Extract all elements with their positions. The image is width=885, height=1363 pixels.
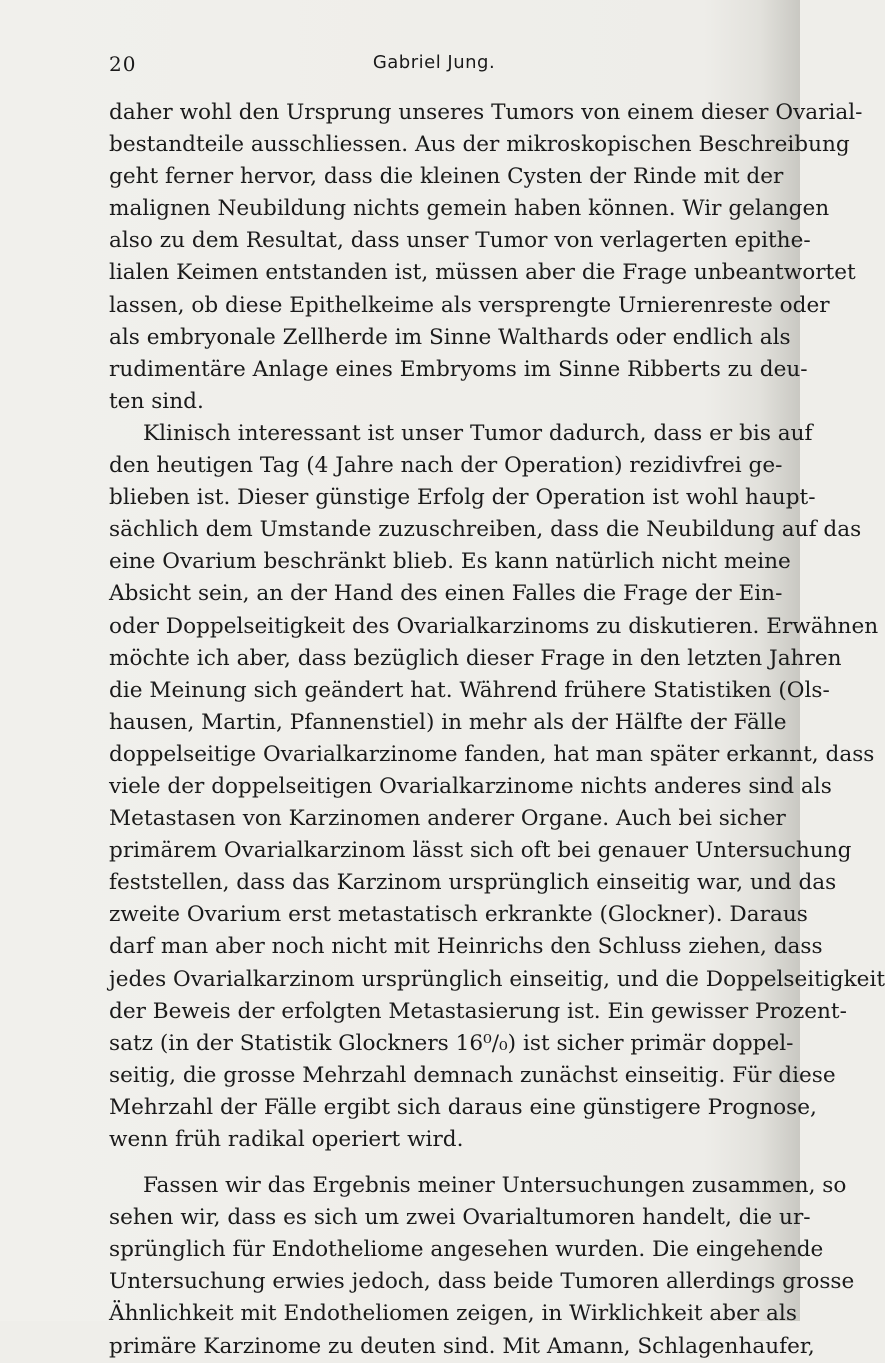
text-line: ten sind. [109, 388, 204, 414]
text-line: eine Ovarium beschränkt blieb. Es kann natürlich nicht meine [109, 549, 791, 575]
paragraph-spacer [109, 1156, 759, 1170]
paragraph-1 [109, 97, 863, 418]
body-text [109, 97, 885, 1363]
text-line: möchte ich aber, dass bezüglich dieser Frage in den letzten Jahren [109, 645, 842, 671]
text-line: Absicht sein, an der Hand des einen Falles die Frage der Ein- [109, 581, 783, 607]
text-line: Ähnlichkeit mit Endotheliomen zeigen, in Wirklichkeit aber als [109, 1301, 797, 1327]
text-line: den heutigen Tag (4 Jahre nach der Operation) rezidivfrei ge- [109, 453, 783, 479]
text-line: Mehrzahl der Fälle ergibt sich daraus eine günstigere Prognose, [109, 1094, 817, 1120]
text-line: der Beweis der erfolgten Metastasierung ist. Ein gewisser Prozent- [109, 998, 847, 1024]
text-line: Untersuchung erwies jedoch, dass beide Tumoren allerdings grosse [109, 1269, 855, 1295]
paragraph-2 [109, 418, 885, 1156]
text-line: lassen, ob diese Epithelkeime als versprengte Urnierenreste oder [109, 292, 830, 318]
text-line: sprünglich für Endotheliome angesehen wurden. Die eingehende [109, 1237, 824, 1263]
text-line: rudimentäre Anlage eines Embryoms im Sinne Ribberts zu deu- [109, 356, 808, 382]
text-line: primäre Karzinome zu deuten sind. Mit Amann, Schlagenhaufer, [109, 1333, 815, 1359]
text-line: sächlich dem Umstande zuzuschreiben, dass die Neubildung auf das [109, 517, 862, 543]
paragraph-3 [109, 1170, 855, 1363]
text-line: Metastasen von Karzinomen anderer Organe. Auch bei sicher [109, 806, 786, 832]
text-line: sehen wir, dass es sich um zwei Ovarialtumoren handelt, die ur- [109, 1205, 811, 1231]
text-line: oder Doppelseitigkeit des Ovarialkarzinoms zu diskutieren. Erwähnen [109, 613, 879, 639]
text-line: die Meinung sich geändert hat. Während frühere Statistiken (Ols- [109, 677, 830, 703]
text-line: primärem Ovarialkarzinom lässt sich oft bei genauer Untersuchung [109, 838, 852, 864]
text-line: bestandteile ausschliessen. Aus der mikroskopischen Beschreibung [109, 132, 850, 158]
text-line: geht ferner hervor, dass die kleinen Cysten der Rinde mit der [109, 164, 784, 190]
running-title: Gabriel Jung. [372, 52, 496, 73]
text-line: jedes Ovarialkarzinom ursprünglich einseitig, und die Doppelseitigkeit [109, 966, 885, 992]
text-line: feststellen, dass das Karzinom ursprünglich einseitig war, und das [109, 870, 837, 896]
text-line: zweite Ovarium erst metastatisch erkrankte (Glockner). Daraus [109, 902, 808, 928]
text-line: blieben ist. Dieser günstige Erfolg der Operation ist wohl haupt- [109, 485, 816, 511]
text-line: also zu dem Resultat, dass unser Tumor von verlagerten epithe- [109, 228, 811, 254]
text-line: darf man aber noch nicht mit Heinrichs den Schluss ziehen, dass [109, 934, 823, 960]
text-line: wenn früh radikal operiert wird. [109, 1127, 464, 1152]
text-line: seitig, die grosse Mehrzahl demnach zunächst einseitig. Für diese [109, 1062, 836, 1088]
text-line: daher wohl den Ursprung unseres Tumors von einem dieser Ovarial- [109, 100, 863, 125]
page-number: 20 [109, 52, 137, 76]
text-line: Fassen wir das Ergebnis meiner Untersuchungen zusammen, so [143, 1173, 847, 1199]
text-line: viele der doppelseitigen Ovarialkarzinome nichts anderes sind als [109, 773, 832, 799]
text-line: hausen, Martin, Pfannenstiel) in mehr als der Hälfte der Fälle [109, 709, 787, 735]
page-header [109, 52, 759, 82]
text-line: lialen Keimen entstanden ist, müssen aber die Frage unbeantwortet [109, 260, 856, 286]
text-line: malignen Neubildung nichts gemein haben können. Wir gelangen [109, 196, 830, 222]
text-line: doppelseitige Ovarialkarzinome fanden, hat man später erkannt, dass [109, 741, 875, 767]
text-line: Klinisch interessant ist unser Tumor dadurch, dass er bis auf [143, 420, 813, 446]
text-line: satz (in der Statistik Glockners 16⁰/₀) ist sicher primär doppel- [109, 1030, 794, 1056]
text-line: als embryonale Zellherde im Sinne Walthards oder endlich als [109, 324, 791, 350]
